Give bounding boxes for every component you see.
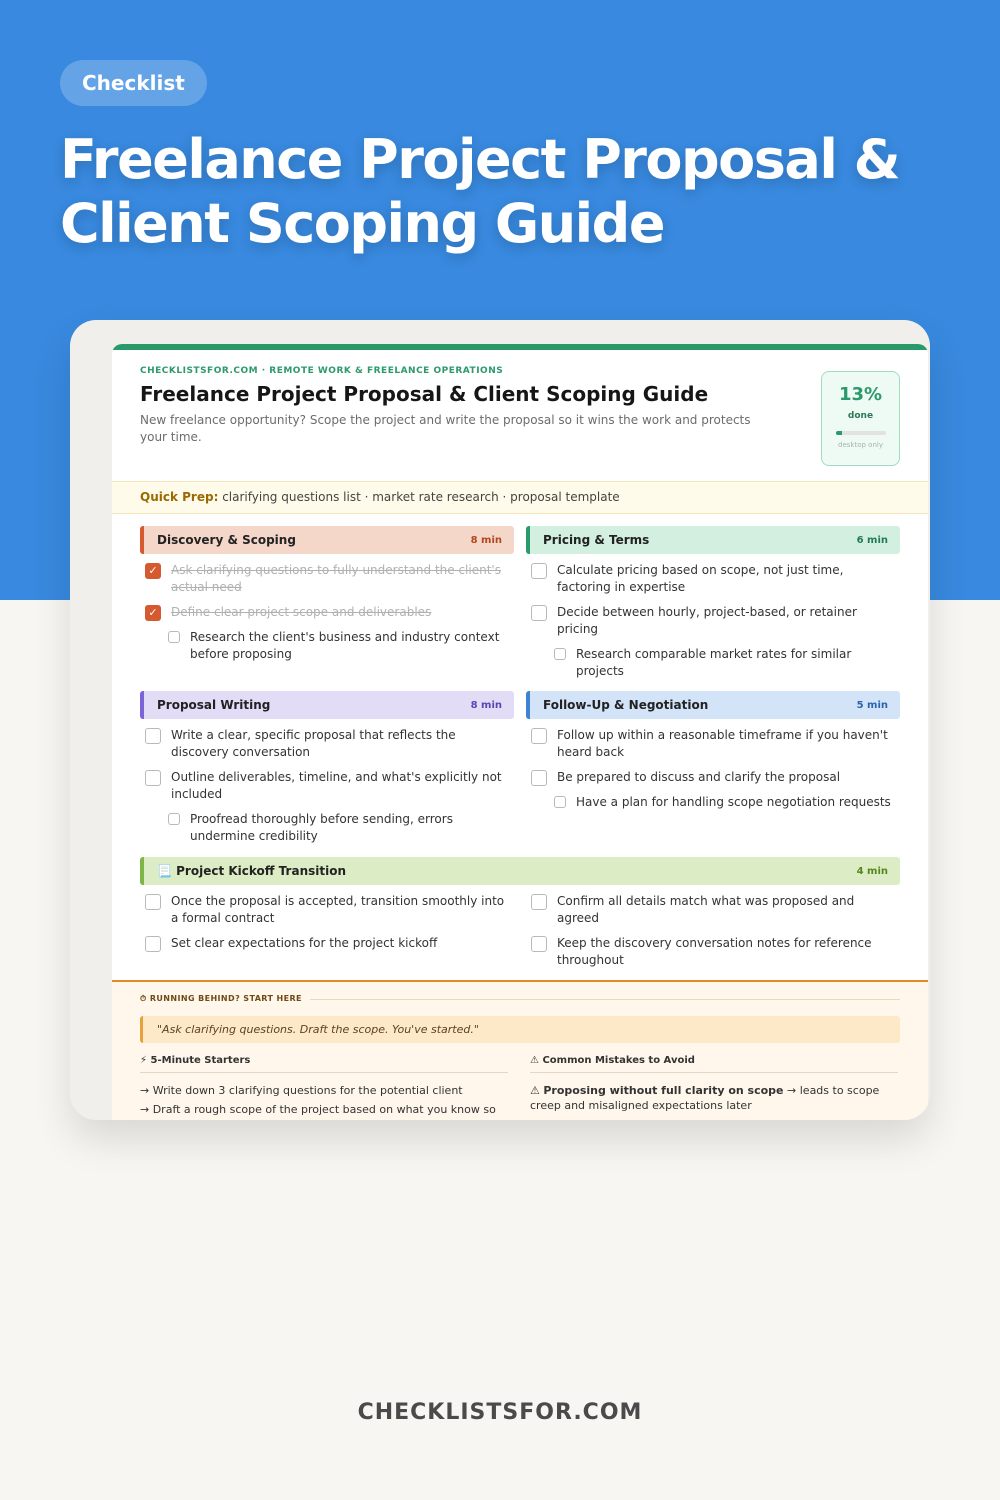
checklist-subitem[interactable] — [140, 811, 514, 845]
progress-widget — [821, 371, 900, 466]
checklist-item-text: Once the proposal is accepted, transition smoothly into a formal contract — [171, 894, 505, 925]
checklist-item[interactable] — [526, 727, 900, 761]
checklist-item[interactable] — [526, 769, 900, 786]
items-right — [526, 885, 900, 977]
section-items — [140, 885, 900, 977]
section-header[interactable] — [140, 691, 514, 719]
mistakes-column — [530, 1055, 898, 1117]
starter-item: → Draft a rough scope of the project based on what you know so — [140, 1103, 496, 1116]
checklist-item[interactable] — [140, 727, 514, 761]
running-behind-heading — [140, 994, 900, 1004]
section-items — [526, 719, 900, 811]
checkbox-checked[interactable]: ✓ — [145, 563, 161, 579]
checklist-item[interactable] — [140, 769, 514, 803]
tips-columns — [140, 1055, 900, 1117]
checklist-item-text: Outline deliverables, timeline, and what's explicitly not included — [171, 770, 502, 801]
running-behind-title: ⏱ RUNNING BEHIND? START HERE — [140, 994, 302, 1003]
checklist-item[interactable] — [526, 562, 900, 596]
checklist-item[interactable] — [526, 893, 900, 927]
mistake-rest: → leads to scope creep and misaligned expectations later — [530, 1084, 880, 1112]
checkbox[interactable] — [145, 770, 161, 786]
checklist-item-text: Decide between hourly, project-based, or retainer pricing — [557, 605, 857, 636]
section-items — [140, 719, 514, 845]
checklist-item-text: Follow up within a reasonable timeframe if you haven't heard back — [557, 728, 888, 759]
preview-frame — [70, 320, 930, 1120]
section-time: 8 min — [470, 699, 502, 711]
progress-label: done — [847, 411, 874, 421]
section-title: Pricing & Terms — [543, 533, 650, 547]
checklist-item-text: Confirm all details match what was proposed and agreed — [557, 894, 855, 925]
category-badge: Checklist — [60, 60, 207, 106]
section-header[interactable] — [140, 857, 900, 885]
hero-title: Freelance Project Proposal & Client Scoping Guide — [60, 128, 900, 255]
section-project-kickoff-transition — [140, 857, 900, 977]
section-discovery-scoping — [140, 526, 514, 670]
section-follow-up-negotiation — [526, 691, 900, 818]
checkbox[interactable] — [531, 770, 547, 786]
quick-prep-label: Quick Prep: — [140, 490, 219, 504]
checkbox[interactable] — [145, 894, 161, 910]
progress-bar-fill — [836, 431, 843, 435]
section-header[interactable] — [140, 526, 514, 554]
section-time: 4 min — [856, 865, 888, 877]
checklist-item[interactable] — [526, 604, 900, 638]
checklist-item-text: Research comparable market rates for similar projects — [576, 647, 852, 678]
checklist-subitem[interactable] — [526, 646, 900, 680]
checkbox-checked[interactable]: ✓ — [145, 605, 161, 621]
brand-breadcrumb: CHECKLISTSFOR.COM · REMOTE WORK & FREELANCE OPERATIONS — [140, 366, 504, 376]
checkbox[interactable] — [168, 631, 180, 643]
checkbox[interactable] — [531, 936, 547, 952]
section-header[interactable] — [526, 691, 900, 719]
checkbox[interactable] — [145, 936, 161, 952]
page-title: Freelance Project Proposal & Client Scoping Guide — [140, 382, 709, 406]
checklist-item-text: Proofread thoroughly before sending, errors undermine credibility — [190, 812, 453, 843]
mistake-item — [530, 1083, 898, 1113]
progress-bar — [836, 431, 886, 435]
section-time: 6 min — [856, 534, 888, 546]
checkbox[interactable] — [531, 728, 547, 744]
checkbox[interactable] — [554, 648, 566, 660]
checkbox[interactable] — [531, 605, 547, 621]
checkbox[interactable] — [531, 563, 547, 579]
section-items — [526, 554, 900, 680]
page-subtitle: New freelance opportunity? Scope the project and write the proposal so it wins the work and protects your time. — [140, 413, 751, 444]
checklist-item-text: Be prepared to discuss and clarify the proposal — [557, 770, 841, 784]
checklist-item-text: Calculate pricing based on scope, not just time, factoring in expertise — [557, 563, 844, 594]
checklist-item[interactable] — [526, 935, 900, 969]
section-proposal-writing — [140, 691, 514, 852]
section-title: Proposal Writing — [157, 698, 271, 712]
checkbox[interactable] — [531, 894, 547, 910]
mistake-bold: Proposing without full clarity on scope — [543, 1084, 784, 1097]
checkbox[interactable] — [168, 813, 180, 825]
mistakes-title: ⚠ Common Mistakes to Avoid — [530, 1055, 898, 1073]
checklist-item[interactable] — [140, 893, 514, 927]
checklist-subitem[interactable] — [526, 794, 900, 811]
items-left — [140, 885, 514, 977]
checklist-item-text: Keep the discovery conversation notes for reference throughout — [557, 936, 872, 967]
starter-item: → Write down 3 clarifying questions for the potential client — [140, 1084, 463, 1097]
progress-percent: 13% — [838, 384, 883, 405]
checklist-subitem[interactable] — [140, 629, 514, 663]
checkbox[interactable] — [145, 728, 161, 744]
checkbox[interactable] — [554, 796, 566, 808]
checklist-item-text: Set clear expectations for the project kickoff — [171, 936, 438, 950]
section-title: 📃 Project Kickoff Transition — [157, 864, 346, 878]
checklist-item-text: Research the client's business and industry context before proposing — [190, 630, 500, 661]
checklist-item[interactable] — [140, 604, 514, 621]
section-header[interactable] — [526, 526, 900, 554]
starters-column — [140, 1055, 508, 1117]
checklist-item-text: Write a clear, specific proposal that reflects the discovery conversation — [171, 728, 456, 759]
section-time: 5 min — [856, 699, 888, 711]
checklist-card — [112, 344, 928, 1120]
quick-prep-text: clarifying questions list · market rate research · proposal template — [222, 490, 620, 504]
running-behind-panel — [112, 980, 928, 1120]
progress-note: desktop only — [838, 441, 883, 449]
section-title: Discovery & Scoping — [157, 533, 296, 547]
section-pricing-terms — [526, 526, 900, 687]
checklist-item[interactable] — [140, 935, 514, 952]
divider — [310, 999, 900, 1000]
checklist-item-text: Ask clarifying questions to fully understand the client's actual need — [171, 563, 501, 594]
checklist-item-text: Define clear project scope and deliverables — [171, 605, 432, 619]
checklist-item-text: Have a plan for handling scope negotiation requests — [576, 795, 891, 809]
motivation-quote: "Ask clarifying questions. Draft the scope. You've started." — [140, 1016, 900, 1043]
footer-domain: CHECKLISTSFOR.COM — [357, 1400, 643, 1425]
section-items — [140, 554, 514, 663]
checklist-item[interactable] — [140, 562, 514, 596]
card-header — [112, 350, 928, 481]
section-title: Follow-Up & Negotiation — [543, 698, 709, 712]
quick-prep-bar — [112, 481, 928, 514]
warning-icon: ⚠ — [530, 1084, 544, 1097]
starters-title: ⚡ 5-Minute Starters — [140, 1055, 508, 1073]
section-time: 8 min — [470, 534, 502, 546]
